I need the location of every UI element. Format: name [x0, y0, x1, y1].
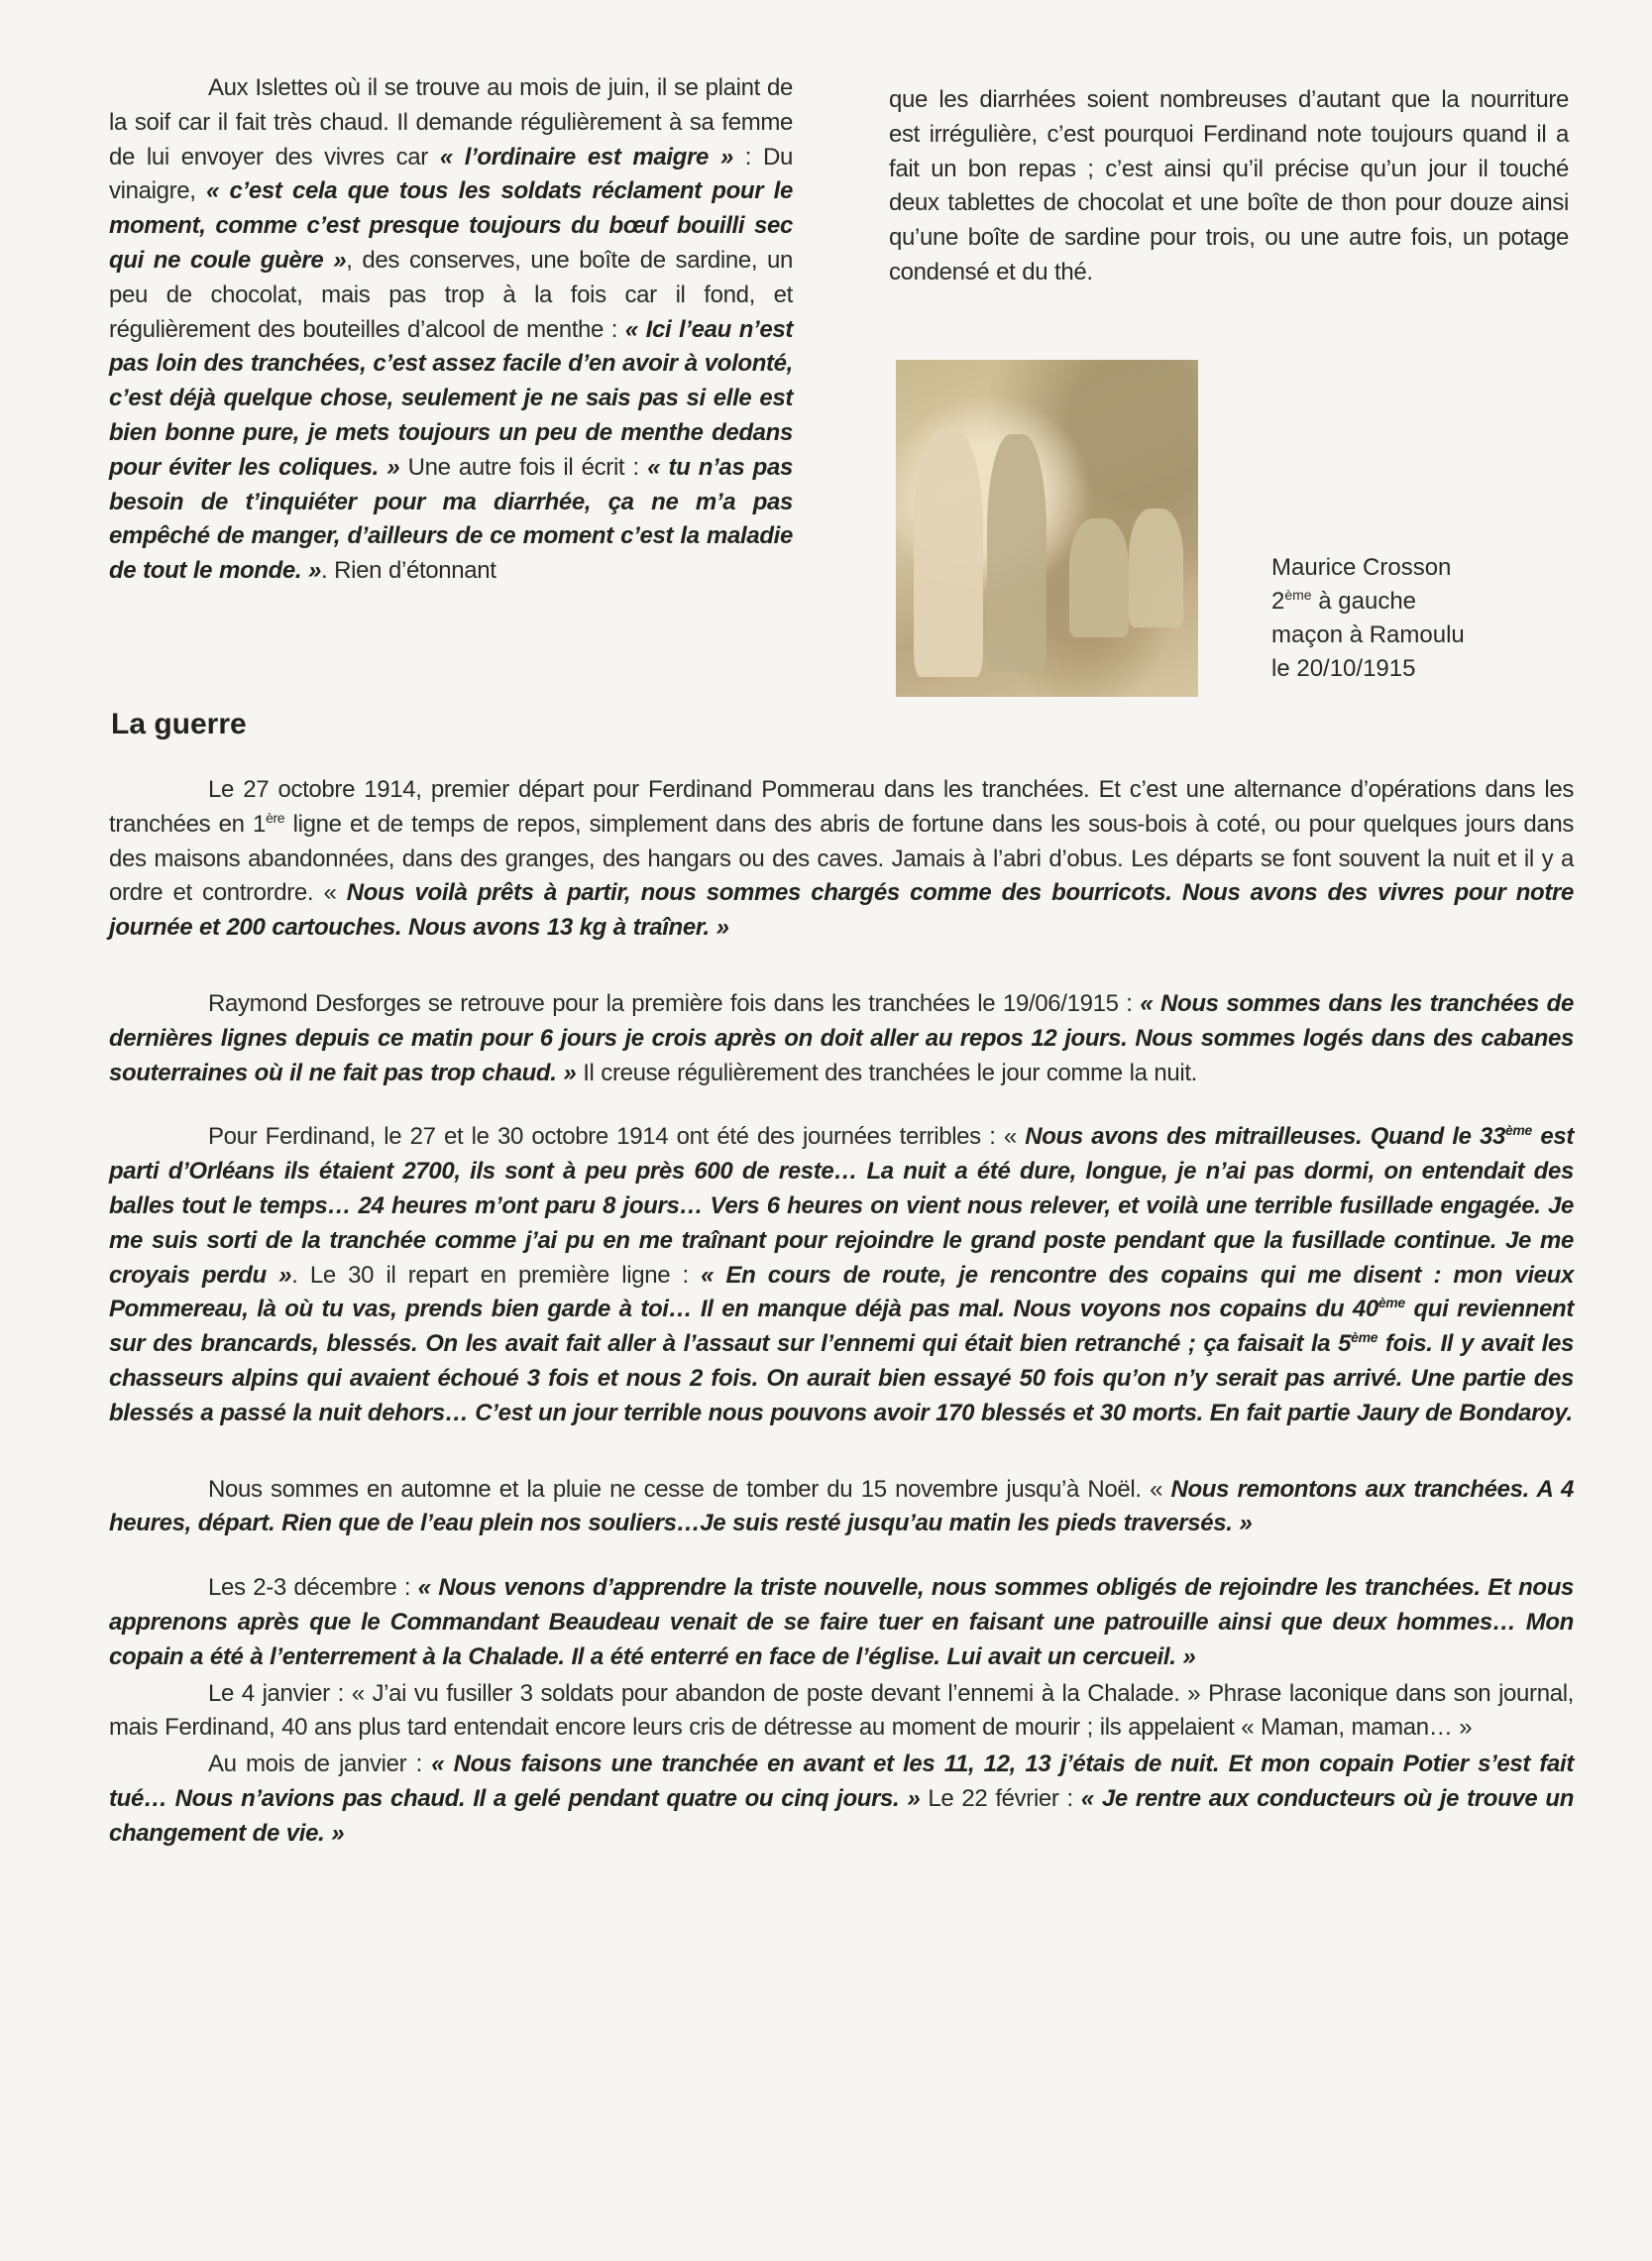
- body-text: . Le 30 il repart en première ligne :: [291, 1261, 702, 1289]
- body-text: Le 22 février :: [920, 1784, 1081, 1812]
- quote-text: Nous avons des mitrailleuses. Quand le 33: [1025, 1123, 1505, 1151]
- quote-text: « Nous faisons une tranchée en avant et les 11, 12, 13 j’étais de nuit. Et mon copain Potier s’est fait tué… Nous n’avions pas chaud. Il a gelé pendant quatre ou cinq jours. »: [109, 1751, 1574, 1812]
- paragraph: [109, 773, 1574, 946]
- photo-caption: [1271, 551, 1465, 686]
- body-text: Le 27 octobre 1914, premier départ pour Ferdinand Pommerau dans les tranchées. Et c’est une alternance d’opérations dans les tranchées en 1: [109, 776, 1574, 838]
- body-text: Nous sommes en automne et la pluie ne cesse de tomber du 15 novembre jusqu’à Noël. «: [208, 1475, 1171, 1503]
- quote-text: « l’ordinaire est maigre »: [439, 143, 733, 170]
- body-text: Au mois de janvier :: [208, 1751, 432, 1778]
- paragraph: [109, 1677, 1574, 1747]
- quote-text: Nous remontons aux tranchées. A 4 heures, départ. Rien que de l’eau plein nos souliers…Je suis resté jusqu’au matin les pieds traversés. »: [109, 1475, 1574, 1537]
- body-text: que les diarrhées soient nombreuses d’autant que la nourriture est irrégulière, c’est pourquoi Ferdinand note toujours quand il a fait un bon repas ; c’est ainsi qu’il précise qu’un jour il touché deux tablettes de chocolat et une boîte de thon pour douze ainsi qu’une boîte de sardine pour trois, ou une autre fois, un potage condensé et du thé.: [889, 86, 1569, 285]
- body-text: Aux Islettes où il se trouve au mois de juin, il se plaint de la soif car il fait très chaud. Il demande régulièrement à sa femme de lui envoyer des vivres car: [109, 74, 793, 170]
- quote-text: « Ici l’eau n’est pas loin des tranchées, c’est assez facile d’en avoir à volonté, c’est déjà quelque chose, seulement je ne sais pas si elle est bien bonne pure, je mets toujours un peu de menthe dedans pour éviter les coliques. »: [109, 315, 793, 481]
- superscript: ère: [266, 809, 285, 826]
- caption-name: Maurice Crosson: [1271, 554, 1452, 581]
- quote-text: fois. Il y avait les chasseurs alpins qui avaient échoué 3 fois et nous 2 fois. On aurait bien essayé 50 fois qu’on n’y serait pas arrivé. Une partie des blessés a passé la nuit dehors… C’est un jour terrible nous pouvons avoir 170 blessés et 30 morts. En fait partie Jaury de Bondaroy.: [109, 1330, 1574, 1426]
- quote-text: « c’est cela que tous les soldats réclament pour le moment, comme c’est presque toujours du bœuf bouilli sec qui ne coule guère »: [109, 177, 793, 274]
- caption-position-text: à gauche: [1311, 588, 1417, 615]
- section-heading: La guerre: [111, 708, 247, 740]
- photo-figure: [987, 434, 1046, 672]
- superscript: ème: [1351, 1329, 1378, 1346]
- paragraph: [109, 1748, 1574, 1851]
- right-column-text: [889, 83, 1569, 290]
- photo-figure: [914, 429, 983, 677]
- caption-date: le 20/10/1915: [1271, 655, 1416, 682]
- quote-text: « Nous sommes dans les tranchées de dernières lignes depuis ce matin pour 6 jours je crois après on doit aller au repos 12 jours. Nous sommes logés dans des cabanes souterraines où il ne fait pas trop chaud. »: [109, 989, 1574, 1086]
- quote-text: Nous voilà prêts à partir, nous sommes chargés comme des bourricots. Nous avons des vivres pour notre journée et 200 cartouches. Nous avons 13 kg à traîner. »: [109, 879, 1574, 942]
- body-text: : Du vinaigre,: [109, 143, 794, 205]
- paragraph: [109, 1120, 1574, 1430]
- quote-text: « tu n’as pas besoin de t’inquiéter pour ma diarrhée, ça ne m’a pas empêché de manger, d’ailleurs de ce moment c’est la maladie de tout le monde. »: [109, 453, 793, 585]
- body-text: Le 4 janvier : « J’ai vu fusiller 3 soldats pour abandon de poste devant l’ennemi à la Chalade. » Phrase laconique dans son journal, mais Ferdinand, 40 ans plus tard entendait encore leurs cris de détresse au moment de mourir ; ils appelaient « Maman, maman… »: [109, 1679, 1574, 1742]
- paragraph: [109, 1473, 1574, 1542]
- caption-number: 2: [1271, 588, 1285, 615]
- paragraph: [109, 71, 793, 589]
- body-text: Une autre fois il écrit :: [399, 453, 648, 481]
- photo-figure: [1129, 509, 1183, 627]
- body-text: Les 2-3 décembre :: [208, 1574, 418, 1602]
- paragraph: [109, 1571, 1574, 1674]
- paragraph: [109, 987, 1574, 1090]
- quote-text: « Nous venons d’apprendre la triste nouvelle, nous sommes obligés de rejoindre les tranchées. Et nous apprenons après que le Commandant Beaudeau venait de se faire tuer en faisant une patrouille ainsi que deux hommes… Mon copain a été à l’enterrement à la Chalade. Il a été enterré en face de l’église. Lui avait un cercueil. »: [109, 1574, 1575, 1670]
- body-text: , des conserves, une boîte de sardine, un peu de chocolat, mais pas trop à la fois car il fond, et régulièrement des bouteilles d’alcool de menthe :: [109, 246, 794, 343]
- photo-figure: [1069, 518, 1129, 637]
- quote-text: « En cours de route, je rencontre des copains qui me disent : mon vieux Pommereau, là où tu vas, prends bien garde à toi… Il en manque déjà pas mal. Nous voyons nos copains du 40: [109, 1261, 1574, 1323]
- body-text: Raymond Desforges se retrouve pour la première fois dans les tranchées le 19/06/1915 :: [208, 989, 1141, 1017]
- body-text: ligne et de temps de repos, simplement dans des abris de fortune dans les sous-bois à coté, ou pour quelques jours dans des maisons abandonnées, dans des granges, des hangars ou des caves. Jamais à l’abri d’obus. Les départs se font souvent la nuit et il y a ordre et contrordre. «: [109, 810, 1574, 907]
- caption-occupation: maçon à Ramoulu: [1271, 622, 1465, 648]
- body-text: Il creuse régulièrement des tranchées le jour comme la nuit.: [576, 1059, 1197, 1086]
- caption-sup: ème: [1284, 587, 1312, 603]
- body-text: Pour Ferdinand, le 27 et le 30 octobre 1914 ont été des journées terribles : «: [208, 1123, 1026, 1151]
- quote-text: qui reviennent sur des brancards, blessés. On les avait fait aller à l’assaut sur l’ennemi qui était bien retranché ; ça faisait la 5: [109, 1296, 1574, 1358]
- paragraph: [889, 83, 1569, 290]
- soldiers-photo: [896, 360, 1198, 697]
- superscript: ème: [1377, 1295, 1405, 1311]
- main-text: [109, 773, 1574, 1852]
- body-text: . Rien d’étonnant: [321, 557, 496, 585]
- quote-text: « Je rentre aux conducteurs où je trouve un changement de vie. »: [109, 1784, 1575, 1847]
- superscript: ème: [1505, 1122, 1532, 1139]
- quote-text: est parti d’Orléans ils étaient 2700, ils sont à peu près 600 de reste… La nuit a été dure, longue, je n’ai pas dormi, on entendait des balles tout le temps… 24 heures m’ont paru 8 jours… Vers 6 heures on vient nous relever, et voilà une terrible fusillade engagée. Je me suis sorti de la tranchée comme j’ai pu en me traînant pour rejoindre le grand poste pendant que la fusillade continue. Je me croyais perdu »: [109, 1123, 1574, 1289]
- caption-position: [1271, 585, 1465, 619]
- left-column-text: [109, 71, 793, 589]
